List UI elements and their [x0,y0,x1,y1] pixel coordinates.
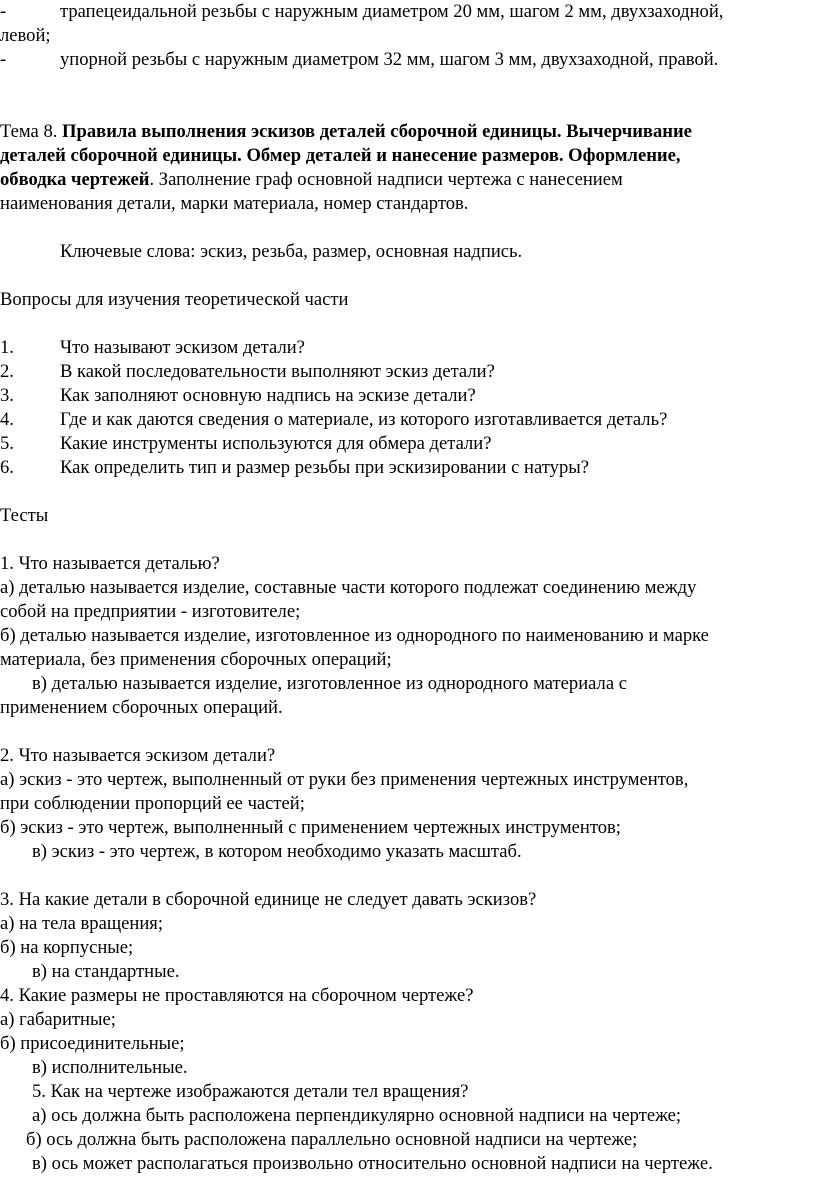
question-text: Как определить тип и размер резьбы при эскизировании с натуры? [60,457,589,478]
test-answer-c: в) исполнительные. [32,1057,188,1078]
question-number: 1. [0,337,14,358]
keywords: Ключевые слова: эскиз, резьба, размер, основная надпись. [60,241,523,262]
question-text: Где и как даются сведения о материале, из которого изготавливается деталь? [60,409,668,430]
test-question: 3. На какие детали в сборочной единице не следует давать эскизов? [0,889,537,910]
tests-heading: Тесты [0,505,49,526]
topic-heading-line-2: деталей сборочной единицы. Обмер деталей и нанесение размеров. Оформление, [0,145,681,166]
test-answer-a: а) на тела вращения; [0,913,164,934]
test-answer-c: в) деталью называется изделие, изготовленное из однородного материала с [32,673,627,694]
question-text: Какие инструменты используются для обмера детали? [60,433,492,454]
question-number: 6. [0,457,14,478]
question-number: 2. [0,361,14,382]
test-question: 5. Как на чертеже изображаются детали тел вращения? [32,1081,469,1102]
topic-heading-line-1: Тема 8. Правила выполнения эскизов деталей сборочной единицы. Вычерчивание [0,121,692,142]
test-question: 4. Какие размеры не проставляются на сборочном чертеже? [0,985,474,1006]
test-answer-a: а) ось должна быть расположена перпендикулярно основной надписи на чертеже; [32,1105,682,1126]
test-answer-c-cont: применением сборочных операций. [0,697,283,718]
question-text: В какой последовательности выполняют эскиз детали? [60,361,495,382]
test-answer-c: в) эскиз - это чертеж, в котором необходимо указать масштаб. [32,841,522,862]
test-answer-a-cont: при соблюдении пропорций ее частей; [0,793,305,814]
test-answer-b: б) присоединительные; [0,1033,185,1054]
question-number: 4. [0,409,14,430]
test-answer-c: в) ось может располагаться произвольно относительно основной надписи на чертеже. [32,1153,713,1174]
test-answer-a: а) габаритные; [0,1009,116,1030]
test-answer-c: в) на стандартные. [32,961,180,982]
test-answer-a: а) деталью называется изделие, составные части которого подлежат соединению между [0,577,697,598]
list-dash: - [0,1,7,22]
buttress-thread-line: упорной резьбы с наружным диаметром 32 мм, шагом 3 мм, двухзаходной, правой. [60,49,719,70]
test-answer-b-cont: материала, без применения сборочных операций; [0,649,392,670]
question-number: 5. [0,433,14,454]
question-text: Как заполняют основную надпись на эскизе детали? [60,385,476,406]
test-answer-b: б) деталью называется изделие, изготовленное из однородного по наименованию и марке [0,625,709,646]
question-text: Что называют эскизом детали? [60,337,305,358]
test-answer-a: а) эскиз - это чертеж, выполненный от руки без применения чертежных инструментов, [0,769,689,790]
question-number: 3. [0,385,14,406]
test-answer-b: б) ось должна быть расположена параллельно основной надписи на чертеже; [26,1129,638,1150]
list-dash: - [0,49,7,70]
test-answer-b: б) эскиз - это чертеж, выполненный с применением чертежных инструментов; [0,817,621,838]
test-answer-a-cont: собой на предприятии - изготовителе; [0,601,301,622]
topic-heading-line-3: обводка чертежей. Заполнение граф основной надписи чертежа с нанесением [0,169,623,190]
test-question: 1. Что называется деталью? [0,553,220,574]
trapezoidal-thread-line-cont: левой; [0,25,51,46]
topic-heading-line-4: наименования детали, марки материала, номер стандартов. [0,193,469,214]
test-answer-b: б) на корпусные; [0,937,134,958]
trapezoidal-thread-line: трапецеидальной резьбы с наружным диаметром 20 мм, шагом 2 мм, двухзаходной, [60,1,724,22]
questions-heading: Вопросы для изучения теоретической части [0,289,349,310]
test-question: 2. Что называется эскизом детали? [0,745,276,766]
